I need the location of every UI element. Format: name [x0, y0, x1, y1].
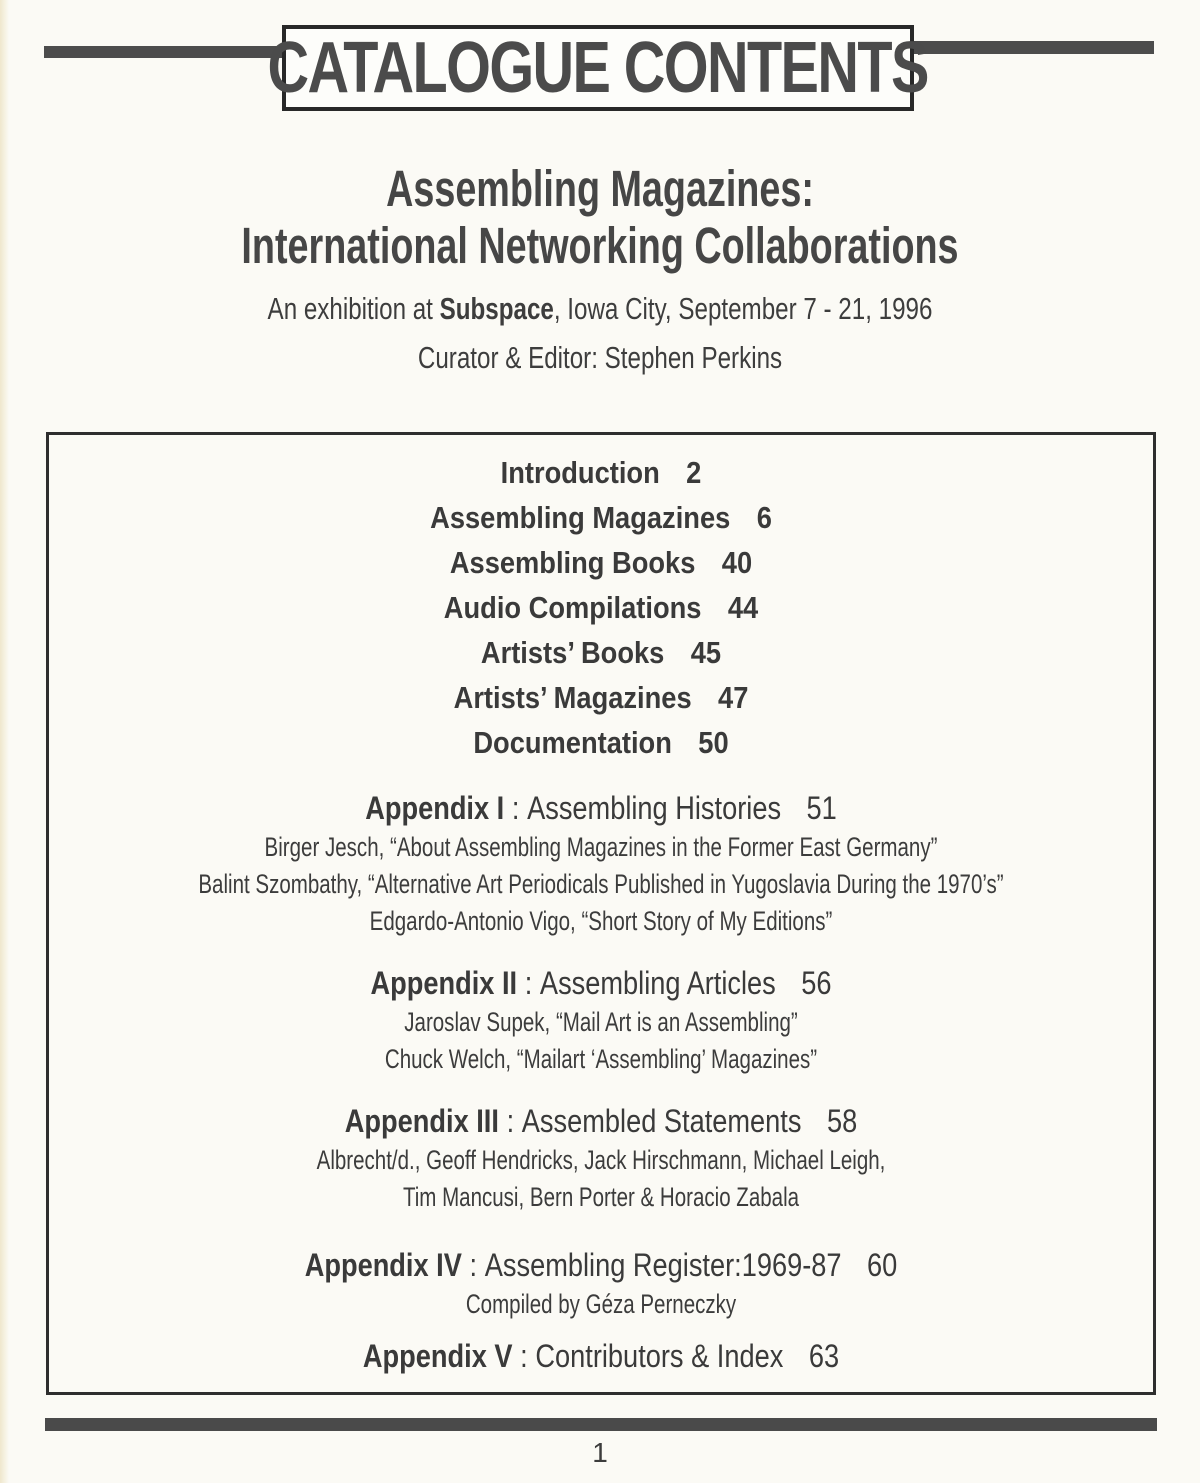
appendix-section-3: [49, 1100, 1153, 1216]
toc-entry: [115, 585, 1087, 630]
appendix-item: Compiled by Géza Perneczky: [465, 1289, 737, 1319]
appendix-page: 60: [867, 1247, 898, 1283]
exhibition-title-line2: International Networking Collaborations: [241, 217, 959, 274]
appendix-section-2: [49, 962, 1153, 1078]
appendix-separator: :: [511, 790, 520, 826]
appendix-page: 56: [801, 965, 832, 1001]
toc-entry-label: Audio Compilations: [443, 590, 702, 625]
appendix-heading: [132, 787, 1070, 829]
toc-entries: [49, 450, 1153, 765]
appendix-page: 63: [808, 1338, 840, 1374]
appendix-heading: [132, 1335, 1070, 1377]
appendix-item: Jaroslav Supek, “Mail Art is an Assembling”: [404, 1007, 798, 1037]
appendix-title: Assembling Histories: [527, 790, 782, 826]
toc-entry-label: Artists’ Books: [480, 635, 665, 670]
exhibition-subtitle: [132, 290, 1068, 328]
toc-box: [46, 432, 1156, 1395]
appendix-separator: :: [506, 1103, 515, 1139]
appendix-title: Contributors & Index: [535, 1338, 784, 1374]
toc-entry: [115, 540, 1087, 585]
toc-entry-page: 2: [686, 455, 702, 490]
appendix-name: Appendix IV: [304, 1247, 462, 1283]
header-rule-left: [44, 46, 284, 58]
toc-entry-page: 44: [727, 590, 759, 625]
curator-line: Curator & Editor: Stephen Perkins: [417, 340, 783, 375]
appendix-section-1: [49, 787, 1153, 940]
toc-entry: [115, 495, 1087, 540]
appendix-title: Assembling Register:1969-87: [484, 1247, 842, 1283]
toc-entry-page: 40: [721, 545, 753, 580]
appendix-section-4: [49, 1244, 1153, 1323]
toc-entry: [115, 720, 1087, 765]
toc-entry-page: 50: [698, 725, 729, 760]
appendix-item: Balint Szombathy, “Alternative Art Periodicals Published in Yugoslavia During the 1970’s”: [198, 869, 1004, 899]
appendix-item: Birger Jesch, “About Assembling Magazines in the Former East Germany”: [264, 832, 938, 862]
toc-entry: [115, 675, 1087, 720]
appendix-heading: [132, 1244, 1070, 1286]
toc-entry: [115, 450, 1087, 495]
appendix-separator: :: [524, 965, 533, 1001]
header-rule-right: [908, 41, 1154, 54]
appendix-name: Appendix V: [362, 1338, 513, 1374]
header-title-box: [267, 25, 929, 111]
appendix-title: Assembled Statements: [521, 1103, 802, 1139]
appendix-name: Appendix III: [344, 1103, 499, 1139]
appendix-heading: [132, 962, 1070, 1004]
toc-entry-page: 45: [690, 635, 722, 670]
page-number: 1: [592, 1437, 608, 1468]
toc-entry-label: Documentation: [473, 725, 672, 760]
appendix-title: Assembling Articles: [539, 965, 776, 1001]
subtitle-suffix: , Iowa City, September 7 - 21, 1996: [553, 291, 933, 326]
appendix-separator: :: [469, 1247, 478, 1283]
subtitle-venue: Subspace: [439, 291, 554, 326]
appendix-item: Chuck Welch, “Mailart ‘Assembling’ Magazines”: [384, 1044, 818, 1074]
subtitle-prefix: An exhibition at: [267, 291, 440, 326]
page-title: CATALOGUE CONTENTS: [267, 28, 929, 108]
appendix-name: Appendix II: [370, 965, 518, 1001]
toc-entry: [115, 630, 1087, 675]
appendix-item: Tim Mancusi, Bern Porter & Horacio Zabala: [402, 1182, 800, 1212]
appendix-name: Appendix I: [365, 790, 505, 826]
appendix-item: Edgardo-Antonio Vigo, “Short Story of My Editions”: [369, 906, 833, 936]
appendix-section-5: [49, 1335, 1153, 1377]
exhibition-title-line1: Assembling Magazines:: [386, 160, 814, 217]
toc-entry-page: 47: [718, 680, 749, 715]
appendix-page: 51: [806, 790, 837, 826]
header-banner: [0, 25, 1200, 111]
footer-rule: [45, 1418, 1157, 1431]
appendix-item: Albrecht/d., Geoff Hendricks, Jack Hirschmann, Michael Leigh,: [316, 1145, 886, 1175]
appendix-heading: [132, 1100, 1070, 1142]
toc-entry-label: Assembling Books: [449, 545, 696, 580]
appendix-page: 58: [826, 1103, 858, 1139]
toc-entry-label: Assembling Magazines: [430, 500, 731, 535]
toc-entry-label: Introduction: [500, 455, 660, 490]
appendix-separator: :: [520, 1338, 528, 1374]
title-block: [0, 160, 1200, 377]
toc-entry-page: 6: [756, 500, 772, 535]
toc-entry-label: Artists’ Magazines: [453, 680, 692, 715]
